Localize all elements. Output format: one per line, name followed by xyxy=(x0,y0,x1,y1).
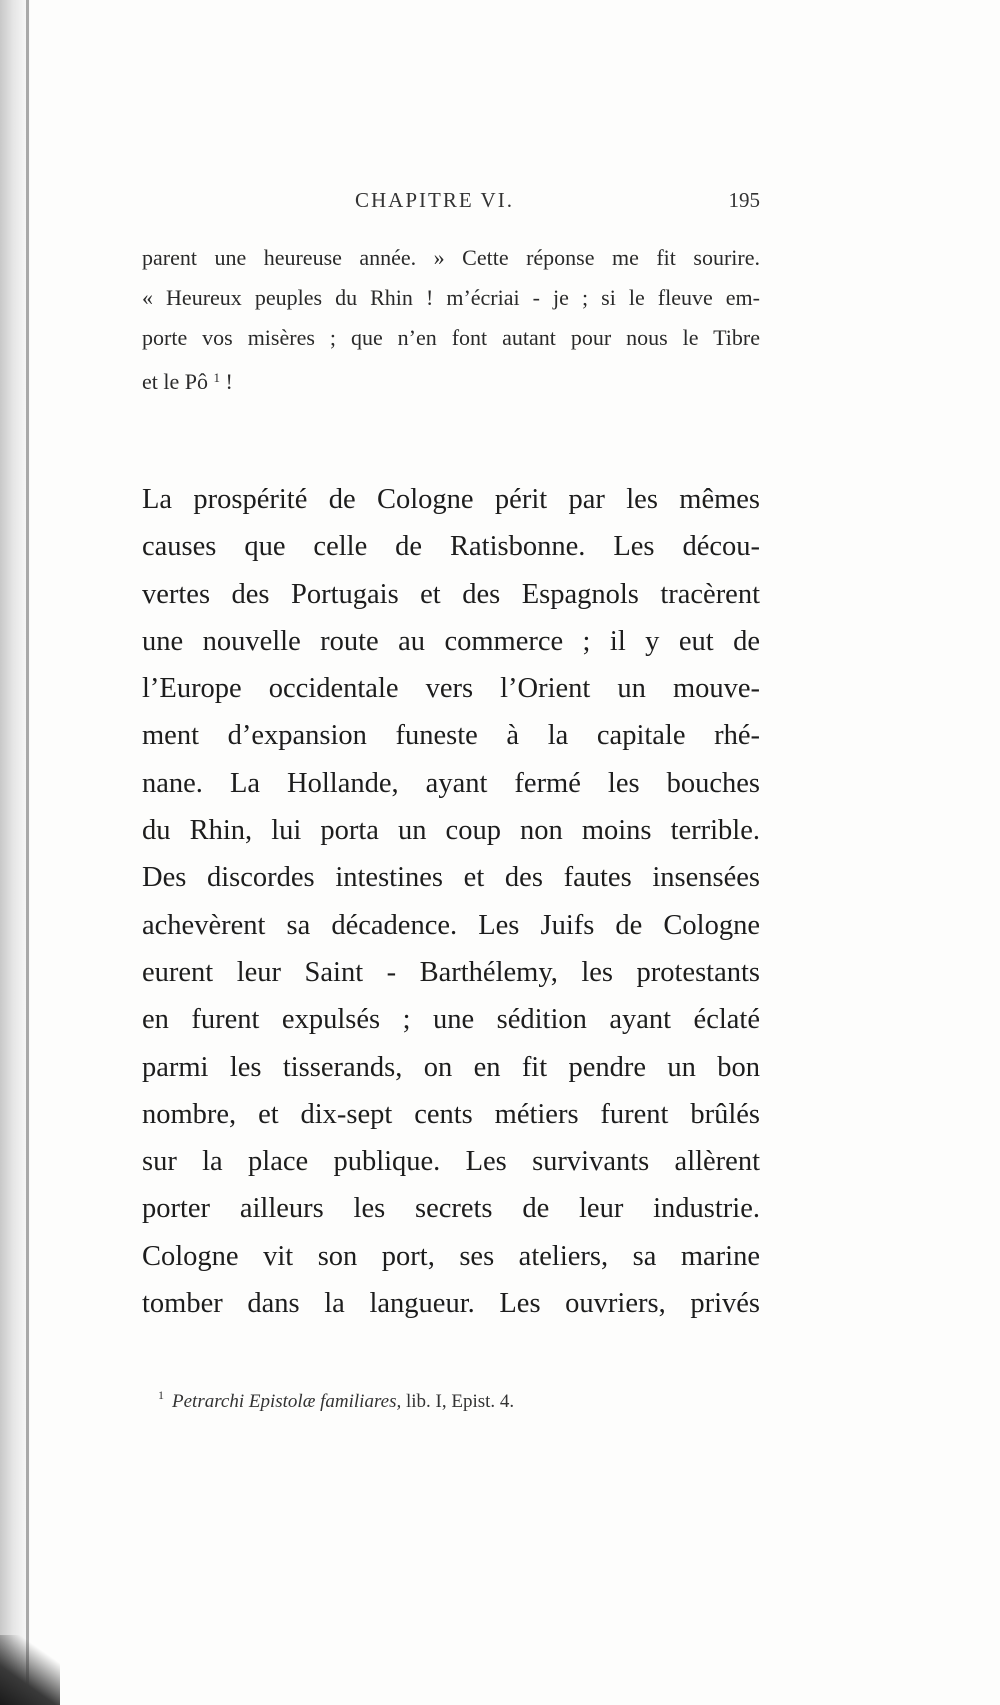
paragraph-line: du Rhin, lui porta un coup non moins terrible. xyxy=(142,815,760,847)
quote-line-text: et le Pô xyxy=(142,369,208,394)
paragraph-line: en furent expulsés ; une sédition ayant éclaté xyxy=(142,1004,760,1036)
paragraph-line: l’Europe occidentale vers l’Orient un mouve- xyxy=(142,673,760,705)
paragraph-line: nane. La Hollande, ayant fermé les bouches xyxy=(142,767,760,799)
chapter-title: CHAPITRE VI. xyxy=(355,188,514,212)
paragraph-line: ment d’expansion funeste à la capitale rhé- xyxy=(142,720,760,752)
quote-block xyxy=(142,238,760,402)
paragraph-line: porter ailleurs les secrets de leur industrie. xyxy=(142,1193,760,1225)
corner-shadow xyxy=(0,1635,60,1705)
quote-line: porte vos misères ; que n’en font autant pour nous le Tibre xyxy=(142,325,760,350)
paragraph-line: causes que celle de Ratisbonne. Les décou- xyxy=(142,531,760,563)
main-paragraph xyxy=(142,476,760,1327)
paragraph-line: tomber dans la langueur. Les ouvriers, privés xyxy=(142,1288,760,1320)
paragraph-line: nombre, et dix-sept cents métiers furent brûlés xyxy=(142,1098,760,1130)
quote-end: ! xyxy=(220,369,233,394)
paragraph-line: parmi les tisserands, on en fit pendre un bon xyxy=(142,1051,760,1083)
paragraph-line: une nouvelle route au commerce ; il y eut de xyxy=(142,625,760,657)
quote-line: parent une heureuse année. » Cette réponse me fit sourire. xyxy=(142,245,760,270)
footnote-italic-text: Petrarchi Epistolæ familiares, xyxy=(172,1391,402,1412)
paragraph-line: Cologne vit son port, ses ateliers, sa marine xyxy=(142,1240,760,1272)
paragraph-line: Des discordes intestines et des fautes insensées xyxy=(142,862,760,894)
footnote xyxy=(158,1388,514,1413)
footnote-mark: 1 xyxy=(158,1388,164,1402)
quote-last-line xyxy=(142,358,760,402)
footnote-text: lib. I, Epist. 4. xyxy=(401,1391,515,1412)
paragraph-line: sur la place publique. Les survivants allèrent xyxy=(142,1146,760,1178)
quote-line: « Heureux peuples du Rhin ! m’écriai - je ; si le fleuve em- xyxy=(142,285,760,310)
footnote-reference: 1 xyxy=(213,370,220,385)
running-head xyxy=(140,188,760,218)
page-number: 195 xyxy=(728,188,760,212)
paragraph-line: vertes des Portugais et des Espagnols tracèrent xyxy=(142,578,760,610)
paragraph-line: achevèrent sa décadence. Les Juifs de Cologne xyxy=(142,909,760,941)
paragraph-line: La prospérité de Cologne périt par les mêmes xyxy=(142,484,760,515)
binding-line xyxy=(26,0,29,1705)
paragraph-line: eurent leur Saint - Barthélemy, les protestants xyxy=(142,956,760,988)
